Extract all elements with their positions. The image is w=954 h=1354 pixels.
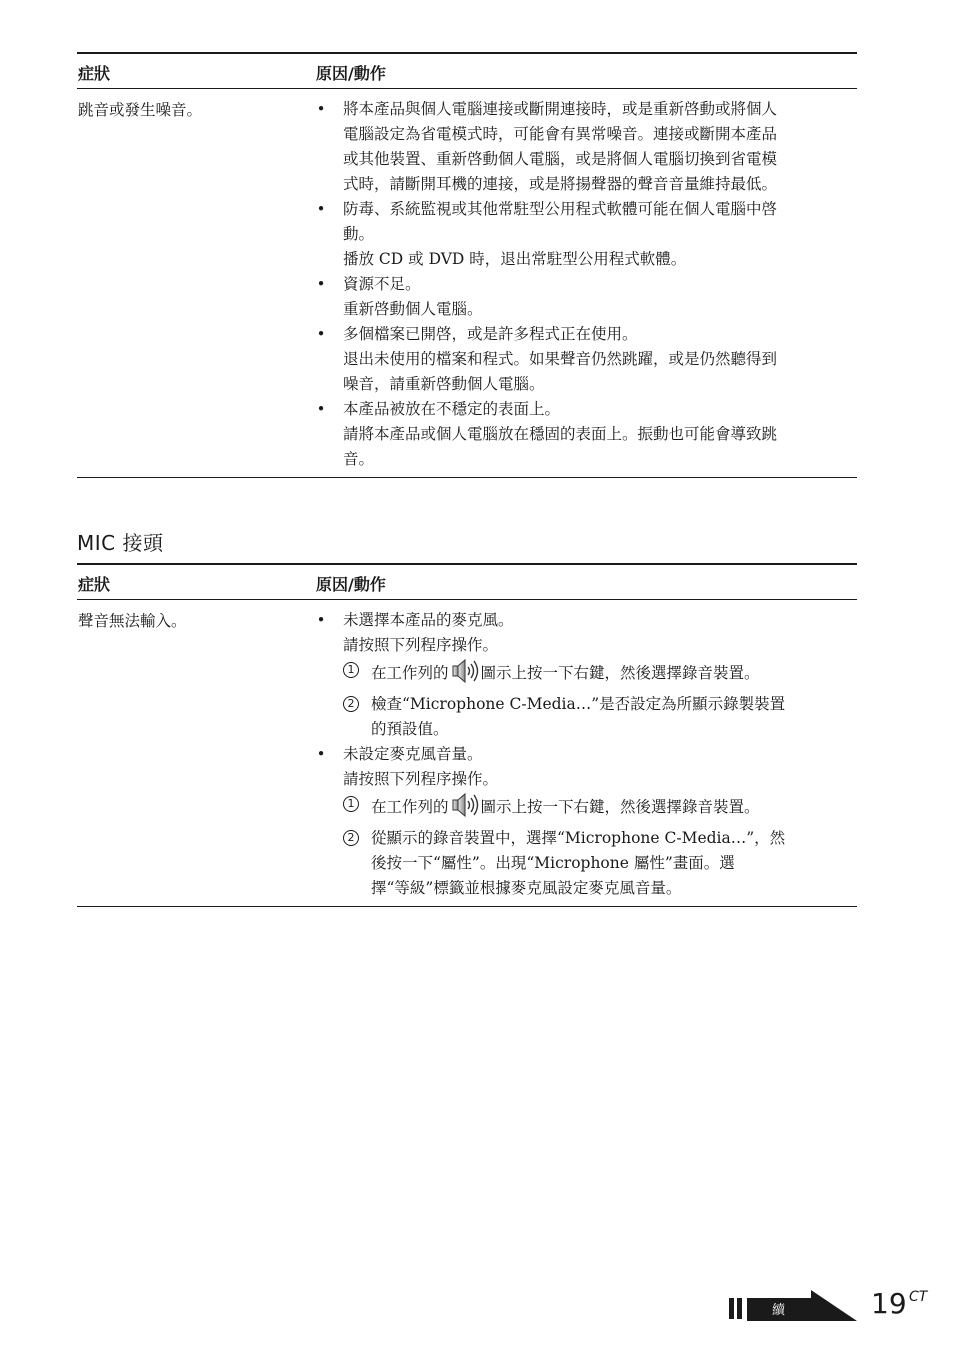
action-line: 音。 — [343, 450, 375, 468]
bullet: • — [316, 745, 326, 763]
step-text: 在工作列的 — [371, 798, 449, 816]
procedure-step — [343, 658, 857, 692]
bullet: • — [316, 400, 326, 418]
bullet: • — [316, 275, 326, 293]
step-text: 圖示上按一下右鍵，然後選擇錄音裝置。 — [480, 664, 760, 682]
cause-line: 未設定麥克風音量。 — [343, 745, 483, 763]
table-header — [77, 565, 857, 600]
action-line: 退出未使用的檔案和程式。如果聲音仍然跳躍，或是仍然聽得到 — [343, 350, 778, 368]
step-number: 1 — [343, 662, 359, 678]
cause-line: 或其他裝置、重新啓動個人電腦，或是將個人電腦切換到省電模 — [343, 150, 778, 168]
speaker-icon — [451, 658, 479, 692]
step-text: 檢查“Microphone C-Media…”是否設定為所顯示錄製裝置 — [371, 695, 786, 713]
action-line: 播放 CD 或 DVD 時，退出常駐型公用程式軟體。 — [343, 250, 687, 268]
cause-line: 未選擇本產品的麥克風。 — [343, 611, 514, 629]
procedure-step — [343, 826, 857, 901]
bullet: • — [316, 100, 326, 118]
action-line: 請按照下列程序操作。 — [343, 636, 499, 654]
list-item — [316, 197, 857, 272]
table-row — [77, 600, 857, 906]
step-text: 後按一下“屬性”。出現“Microphone 屬性”畫面。選 — [371, 854, 735, 872]
list-item — [316, 608, 857, 742]
action-line: 請將本產品或個人電腦放在穩固的表面上。振動也可能會導致跳 — [343, 425, 778, 443]
troubleshooting-table-1 — [77, 52, 857, 478]
step-number: 2 — [343, 696, 359, 712]
cause-line: 將本產品與個人電腦連接或斷開連接時，或是重新啓動或將個人 — [343, 100, 778, 118]
troubleshooting-table-2 — [77, 563, 857, 907]
page-language-code: CT — [909, 1289, 928, 1305]
header-symptom: 症狀 — [78, 64, 111, 83]
page-number: 19 — [871, 1287, 907, 1320]
action-line: 請按照下列程序操作。 — [343, 770, 499, 788]
continued-label: 續 — [772, 1303, 786, 1318]
header-symptom: 症狀 — [78, 575, 111, 594]
step-text: 在工作列的 — [371, 664, 449, 682]
cause-line: 資源不足。 — [343, 275, 421, 293]
step-number: 2 — [343, 830, 359, 846]
step-number: 1 — [343, 796, 359, 812]
procedure-step — [343, 792, 857, 826]
bullet: • — [316, 325, 326, 343]
table-header — [77, 54, 857, 89]
step-text: 擇“等級”標籤並根據麥克風設定麥克風音量。 — [371, 879, 682, 897]
list-item — [316, 322, 857, 397]
cause-line: 防毒、系統監視或其他常駐型公用程式軟體可能在個人電腦中啓 — [343, 200, 778, 218]
cause-line: 本產品被放在不穩定的表面上。 — [343, 400, 561, 418]
table-row — [77, 89, 857, 477]
header-cause: 原因/動作 — [316, 575, 386, 594]
bullet: • — [316, 200, 326, 218]
cause-line: 多個檔案已開啓，或是許多程式正在使用。 — [343, 325, 638, 343]
list-item — [316, 97, 857, 197]
symptom-cell: 跳音或發生噪音。 — [78, 101, 203, 119]
section-title: MIC 接頭 — [77, 531, 164, 555]
cause-cell — [316, 89, 857, 477]
list-item — [316, 272, 857, 322]
symptom-cell: 聲音無法輸入。 — [78, 612, 187, 630]
step-text: 的預設值。 — [371, 720, 449, 738]
procedure-step — [343, 692, 857, 742]
cause-line: 式時，請斷開耳機的連接，或是將揚聲器的聲音音量維持最低。 — [343, 175, 778, 193]
step-text: 從顯示的錄音裝置中，選擇“Microphone C-Media…”，然 — [371, 829, 786, 847]
cause-line: 電腦設定為省電模式時，可能會有異常噪音。連接或斷開本產品 — [343, 125, 778, 143]
list-item — [316, 742, 857, 901]
cause-cell — [316, 600, 857, 906]
continued-arrow-icon — [747, 1290, 859, 1322]
list-item — [316, 397, 857, 472]
action-line: 噪音，請重新啓動個人電腦。 — [343, 375, 545, 393]
step-text: 圖示上按一下右鍵，然後選擇錄音裝置。 — [480, 798, 760, 816]
bullet: • — [316, 611, 326, 629]
action-line: 重新啓動個人電腦。 — [343, 300, 483, 318]
header-cause: 原因/動作 — [316, 64, 386, 83]
speaker-icon — [451, 792, 479, 826]
cause-line: 動。 — [343, 225, 375, 243]
